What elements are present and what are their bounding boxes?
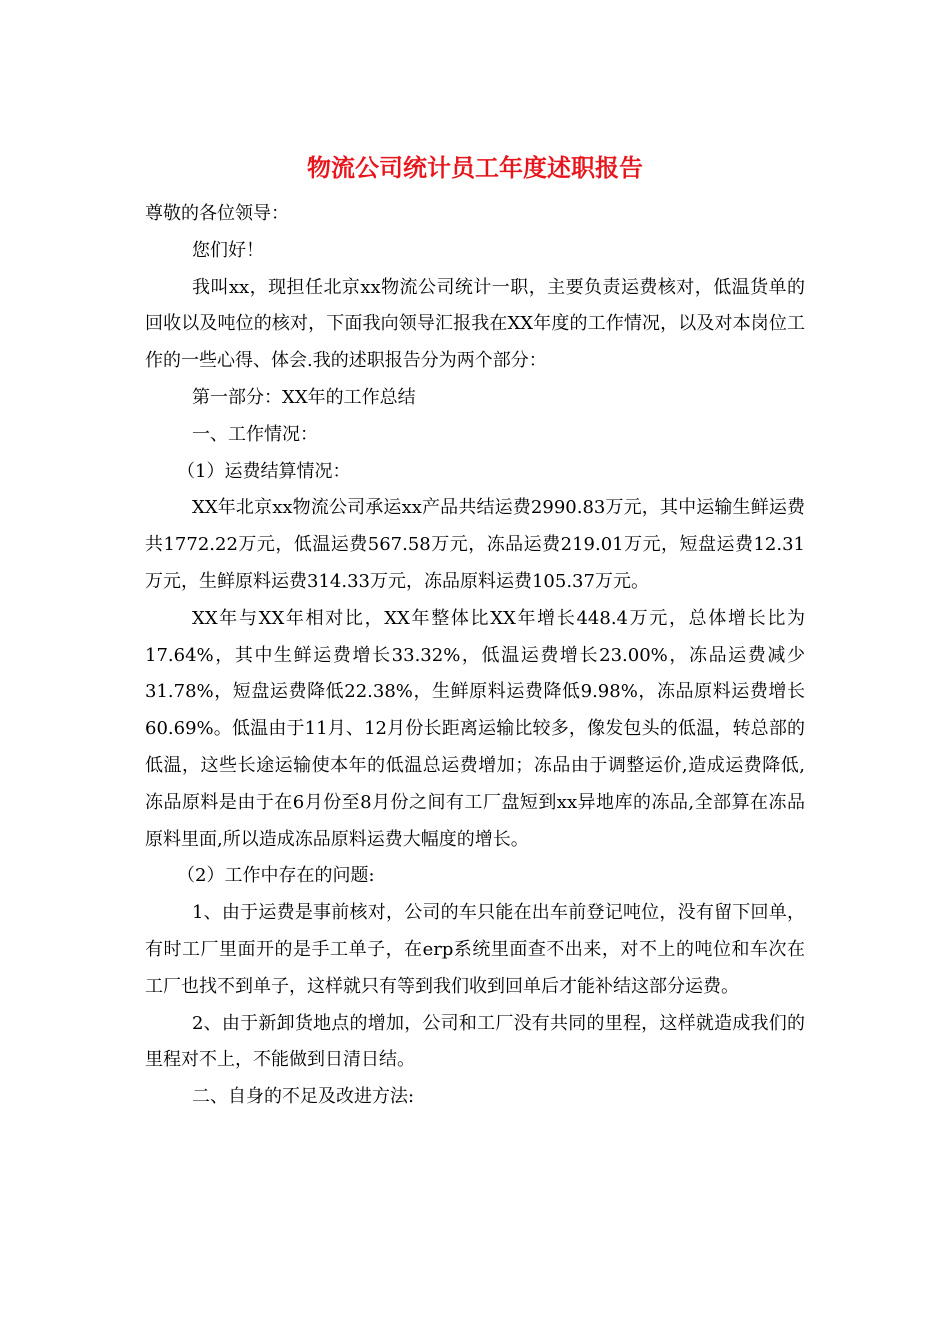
section-heading-improvements: 二、自身的不足及改进方法: bbox=[192, 1086, 415, 1108]
freight-comparison-paragraph: XX年与XX年相对比，XX年整体比XX年增长448.4万元，总体增长比为17.64%，其中生鲜运费增长33.32%，低温运费增长23.00%，冻品运费减少31.78%，短盘运费降低22.38%，生鲜原料运费降低9.98%，冻品原料运费增长60.69%。低温由于11月、12月份长距离运输比较多，像发包头的低温，转总部的低温，这些长途运输使本年的低温总运费增加；冻品由于调整运价,造成运费降低, 冻品原料是由于在6月份至8月份之间有工厂盘短到xx异地库的冻品,全部算在冻品原料里面,所以造成冻品原料运费大幅度的增长。 bbox=[145, 607, 805, 850]
subsection-heading-problems: （2）工作中存在的问题: bbox=[177, 865, 375, 887]
document-body bbox=[145, 196, 805, 1116]
freight-summary-paragraph: XX年北京xx物流公司承运xx产品共结运费2990.83万元，其中运输生鲜运费共1772.22万元，低温运费567.58万元，冻品运费219.01万元，短盘运费12.31万元，生鲜原料运费314.33万元，冻品原料运费105.37万元。 bbox=[145, 497, 805, 592]
section-heading-part-one: 第一部分：XX年的工作总结 bbox=[192, 386, 416, 408]
greeting: 您们好！ bbox=[192, 239, 264, 261]
problem-item-1: 1、由于运费是事前核对，公司的车只能在出车前登记吨位，没有留下回单，有时工厂里面开的是手工单子，在erp系统里面查不出来，对不上的吨位和车次在工厂也找不到单子，这样就只有等到我们收到回单后才能补结这部分运费。 bbox=[145, 902, 805, 997]
document-title: 物流公司统计员工年度述职报告 bbox=[307, 153, 643, 182]
section-heading-work-status: 一、工作情况： bbox=[192, 423, 318, 445]
problem-item-2: 2、由于新卸货地点的增加，公司和工厂没有共同的里程，这样就造成我们的里程对不上，不能做到日清日结。 bbox=[145, 1012, 805, 1071]
intro-paragraph: 我叫xx，现担任北京xx物流公司统计一职，主要负责运费核对，低温货单的回收以及吨位的核对，下面我向领导汇报我在XX年度的工作情况，以及对本岗位工作的一些心得、体会.我的述职报告分为两个部分： bbox=[145, 276, 805, 372]
salutation: 尊敬的各位领导： bbox=[145, 203, 289, 224]
subsection-heading-freight: （1）运费结算情况： bbox=[177, 460, 351, 482]
